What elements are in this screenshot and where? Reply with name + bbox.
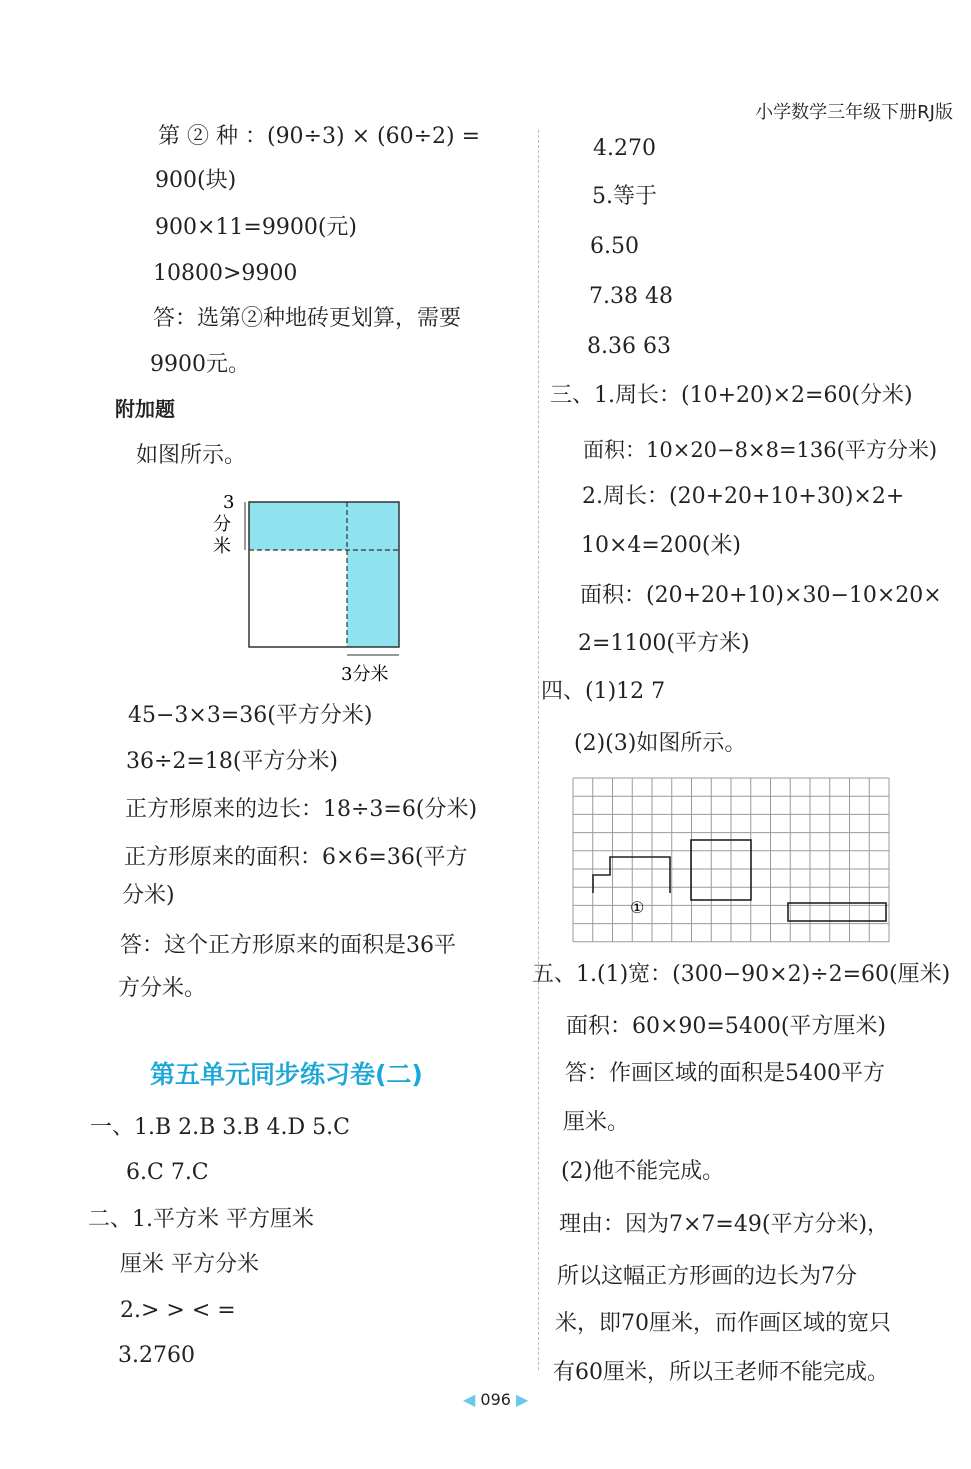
text-line: 45−3×3=36(平方分米)	[128, 703, 373, 728]
text-line: 如图所示。	[136, 443, 247, 468]
fig-label: 3分米	[341, 664, 389, 685]
text-line: 900×11=9900(元)	[155, 215, 358, 240]
text-line: 36÷2=18(平方分米)	[126, 749, 339, 774]
text-line: 2=1100(平方米)	[578, 631, 750, 656]
text-line: 900(块)	[155, 168, 237, 193]
text-line: 4.270	[593, 136, 656, 161]
text-line: 理由：因为7×7=49(平方分米)，	[559, 1212, 890, 1237]
text-line: 3.2760	[118, 1343, 195, 1368]
text-line: 四、(1)12 7	[541, 679, 666, 704]
text-line: 2.> > < =	[120, 1298, 236, 1323]
right-arrow-icon: ▶	[516, 1390, 529, 1409]
shape-label: ①	[630, 898, 645, 917]
text-line: 所以这幅正方形画的边长为7分	[557, 1264, 857, 1289]
fig-label: 分	[213, 514, 231, 535]
text-line: 一、1.B 2.B 3.B 4.D 5.C	[90, 1115, 350, 1140]
section-title: 第五单元同步练习卷(二)	[150, 1060, 423, 1089]
text-line: 9900元。	[150, 352, 250, 377]
text-line: 正方形原来的面积：6×6=36(平方	[124, 845, 468, 870]
bonus-title: 附加题	[115, 397, 175, 421]
text-line: 方分米。	[118, 976, 207, 1001]
book-title: 小学数学三年级下册RJ版	[755, 102, 953, 123]
grid-figure	[570, 775, 892, 947]
text-line: 10800>9900	[153, 261, 298, 286]
text-line: 五、1.(1)宽：(300−90×2)÷2=60(厘米)	[532, 962, 951, 987]
grid-lines	[573, 778, 889, 942]
shaded-right-strip	[347, 502, 399, 647]
text-line: 三、1.周长：(10+20)×2=60(分米)	[550, 383, 913, 408]
text-line: 答：这个正方形原来的面积是36平	[120, 933, 456, 958]
text-line: 分米)	[122, 883, 175, 908]
text-line: 厘米。	[563, 1110, 630, 1135]
text-line: 6.50	[590, 234, 639, 259]
fig-label: 3	[223, 492, 235, 513]
text-line: 有60厘米，所以王老师不能完成。	[553, 1360, 889, 1385]
text-line: 面积：(20+20+10)×30−10×20×	[580, 583, 942, 608]
text-line: 6.C 7.C	[126, 1160, 209, 1185]
column-divider	[538, 130, 539, 1370]
text-line: 答：选第②种地砖更划算，需要	[153, 306, 462, 331]
text-line: 面积：10×20−8×8=136(平方分米)	[583, 438, 938, 462]
page-number-text: 096	[480, 1390, 511, 1409]
text-line: 面积：60×90=5400(平方厘米)	[566, 1014, 887, 1039]
text-line: 7.38 48	[589, 284, 673, 309]
text-line: 第 ② 种 ：(90÷3) × (60÷2) =	[158, 124, 481, 149]
text-line: 5.等于	[592, 184, 657, 209]
page-number	[463, 1390, 528, 1409]
text-line: 答：作画区域的面积是5400平方	[565, 1061, 885, 1086]
text-line: 8.36 63	[587, 334, 671, 359]
text-line: 厘米 平方分米	[120, 1252, 259, 1277]
text-line: 2.周长：(20+20+10+30)×2+	[582, 484, 905, 509]
text-line: 二、1.平方米 平方厘米	[88, 1207, 314, 1232]
text-line: 米，即70厘米，而作画区域的宽只	[555, 1311, 891, 1336]
left-arrow-icon: ◀	[463, 1390, 476, 1409]
text-line: (2)他不能完成。	[561, 1159, 725, 1184]
text-line: 10×4=200(米)	[581, 533, 742, 558]
drawn-shape-2	[691, 840, 751, 900]
text-line: 正方形原来的边长：18÷3=6(分米)	[125, 797, 478, 822]
text-line: (2)(3)如图所示。	[574, 731, 747, 756]
fig-label: 米	[213, 536, 231, 557]
square-cut-figure	[205, 490, 420, 690]
